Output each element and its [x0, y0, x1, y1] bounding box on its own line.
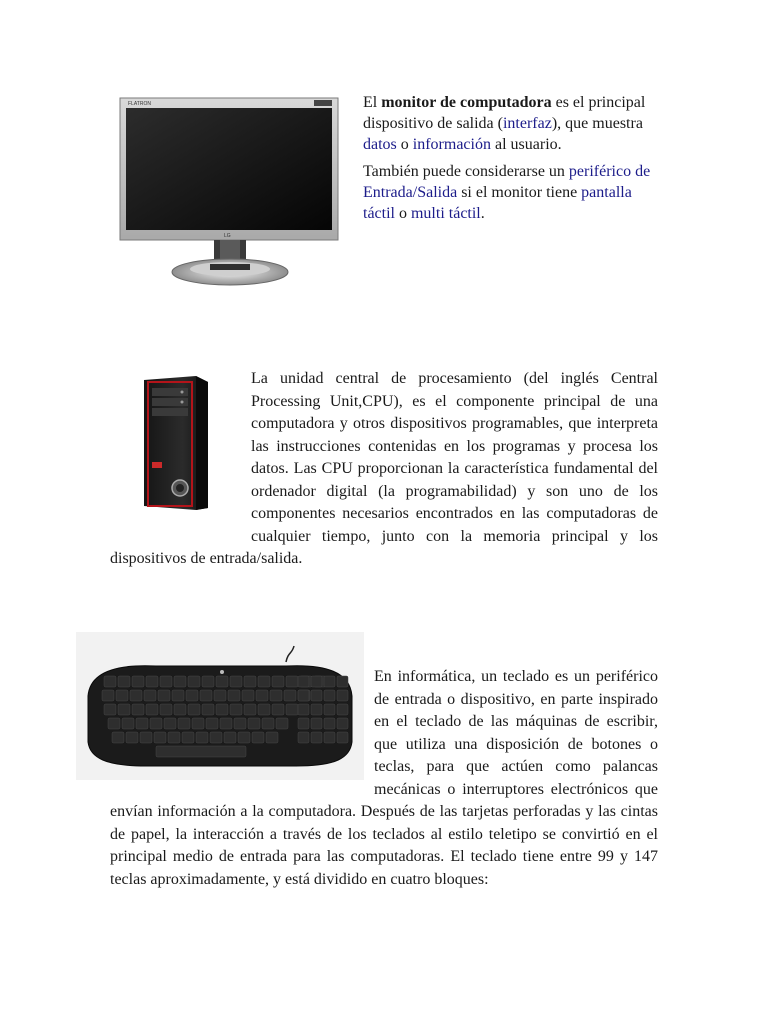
monitor-image: [112, 92, 344, 292]
link-datos[interactable]: datos: [363, 136, 397, 153]
link-pantalla-tactil[interactable]: pantalla táctil: [363, 184, 632, 222]
keyboard-description: [110, 666, 658, 891]
link-multi-tactil[interactable]: multi táctil: [410, 205, 481, 222]
monitor-term: monitor de computadora: [381, 94, 552, 111]
cpu-paragraph: La unidad central de procesamiento (del inglés Central Processing Unit,CPU), es el componente principal de una computadora y otros dispositivos programables, que interpreta las instrucciones contenidas en los programas y procesa los datos. Las CPU proporcionan la característica fundamental del ordenador digital (la programabilidad) y son uno de los componentes necesarios encontrados en las computadoras de cualquier tiempo, junto con la memoria principal y los dispositivos de entrada/salida.: [110, 370, 658, 567]
link-periferico-entrada-salida[interactable]: periférico de Entrada/Salida: [363, 163, 651, 201]
monitor-paragraph-1: El monitor de computadora es el principal dispositivo de salida (interfaz), que muestra datos o información al usuario.: [363, 94, 646, 153]
monitor-description: [363, 92, 663, 224]
keyboard-paragraph: En informática, un teclado es un periférico de entrada o dispositivo, en parte inspirado en el teclado de las máquinas de escribir, que utiliza una disposición de botones o teclas, para que actúen como palancas mecánicas o interruptores electrónicos que envían información a la computadora. Después de las tarjetas perforadas y las cintas de papel, la interacción a través de los teclados al estilo teletipo se convirtió en el principal medio de entrada para las computadoras. El teclado tiene entre 99 y 147 teclas aproximadamente, y está dividido en cuatro bloques:: [110, 668, 658, 888]
monitor-logo-label: LG: [224, 233, 231, 239]
monitor-paragraph-2: También puede considerarse un periférico de Entrada/Salida si el monitor tiene pantalla táctil o multi táctil.: [363, 163, 651, 222]
cpu-description: [110, 368, 658, 571]
link-informacion[interactable]: información: [412, 136, 491, 153]
monitor-illustration: [112, 92, 344, 292]
monitor-brand-label: FLATRON: [128, 101, 151, 107]
link-interfaz[interactable]: interfaz: [502, 115, 552, 132]
